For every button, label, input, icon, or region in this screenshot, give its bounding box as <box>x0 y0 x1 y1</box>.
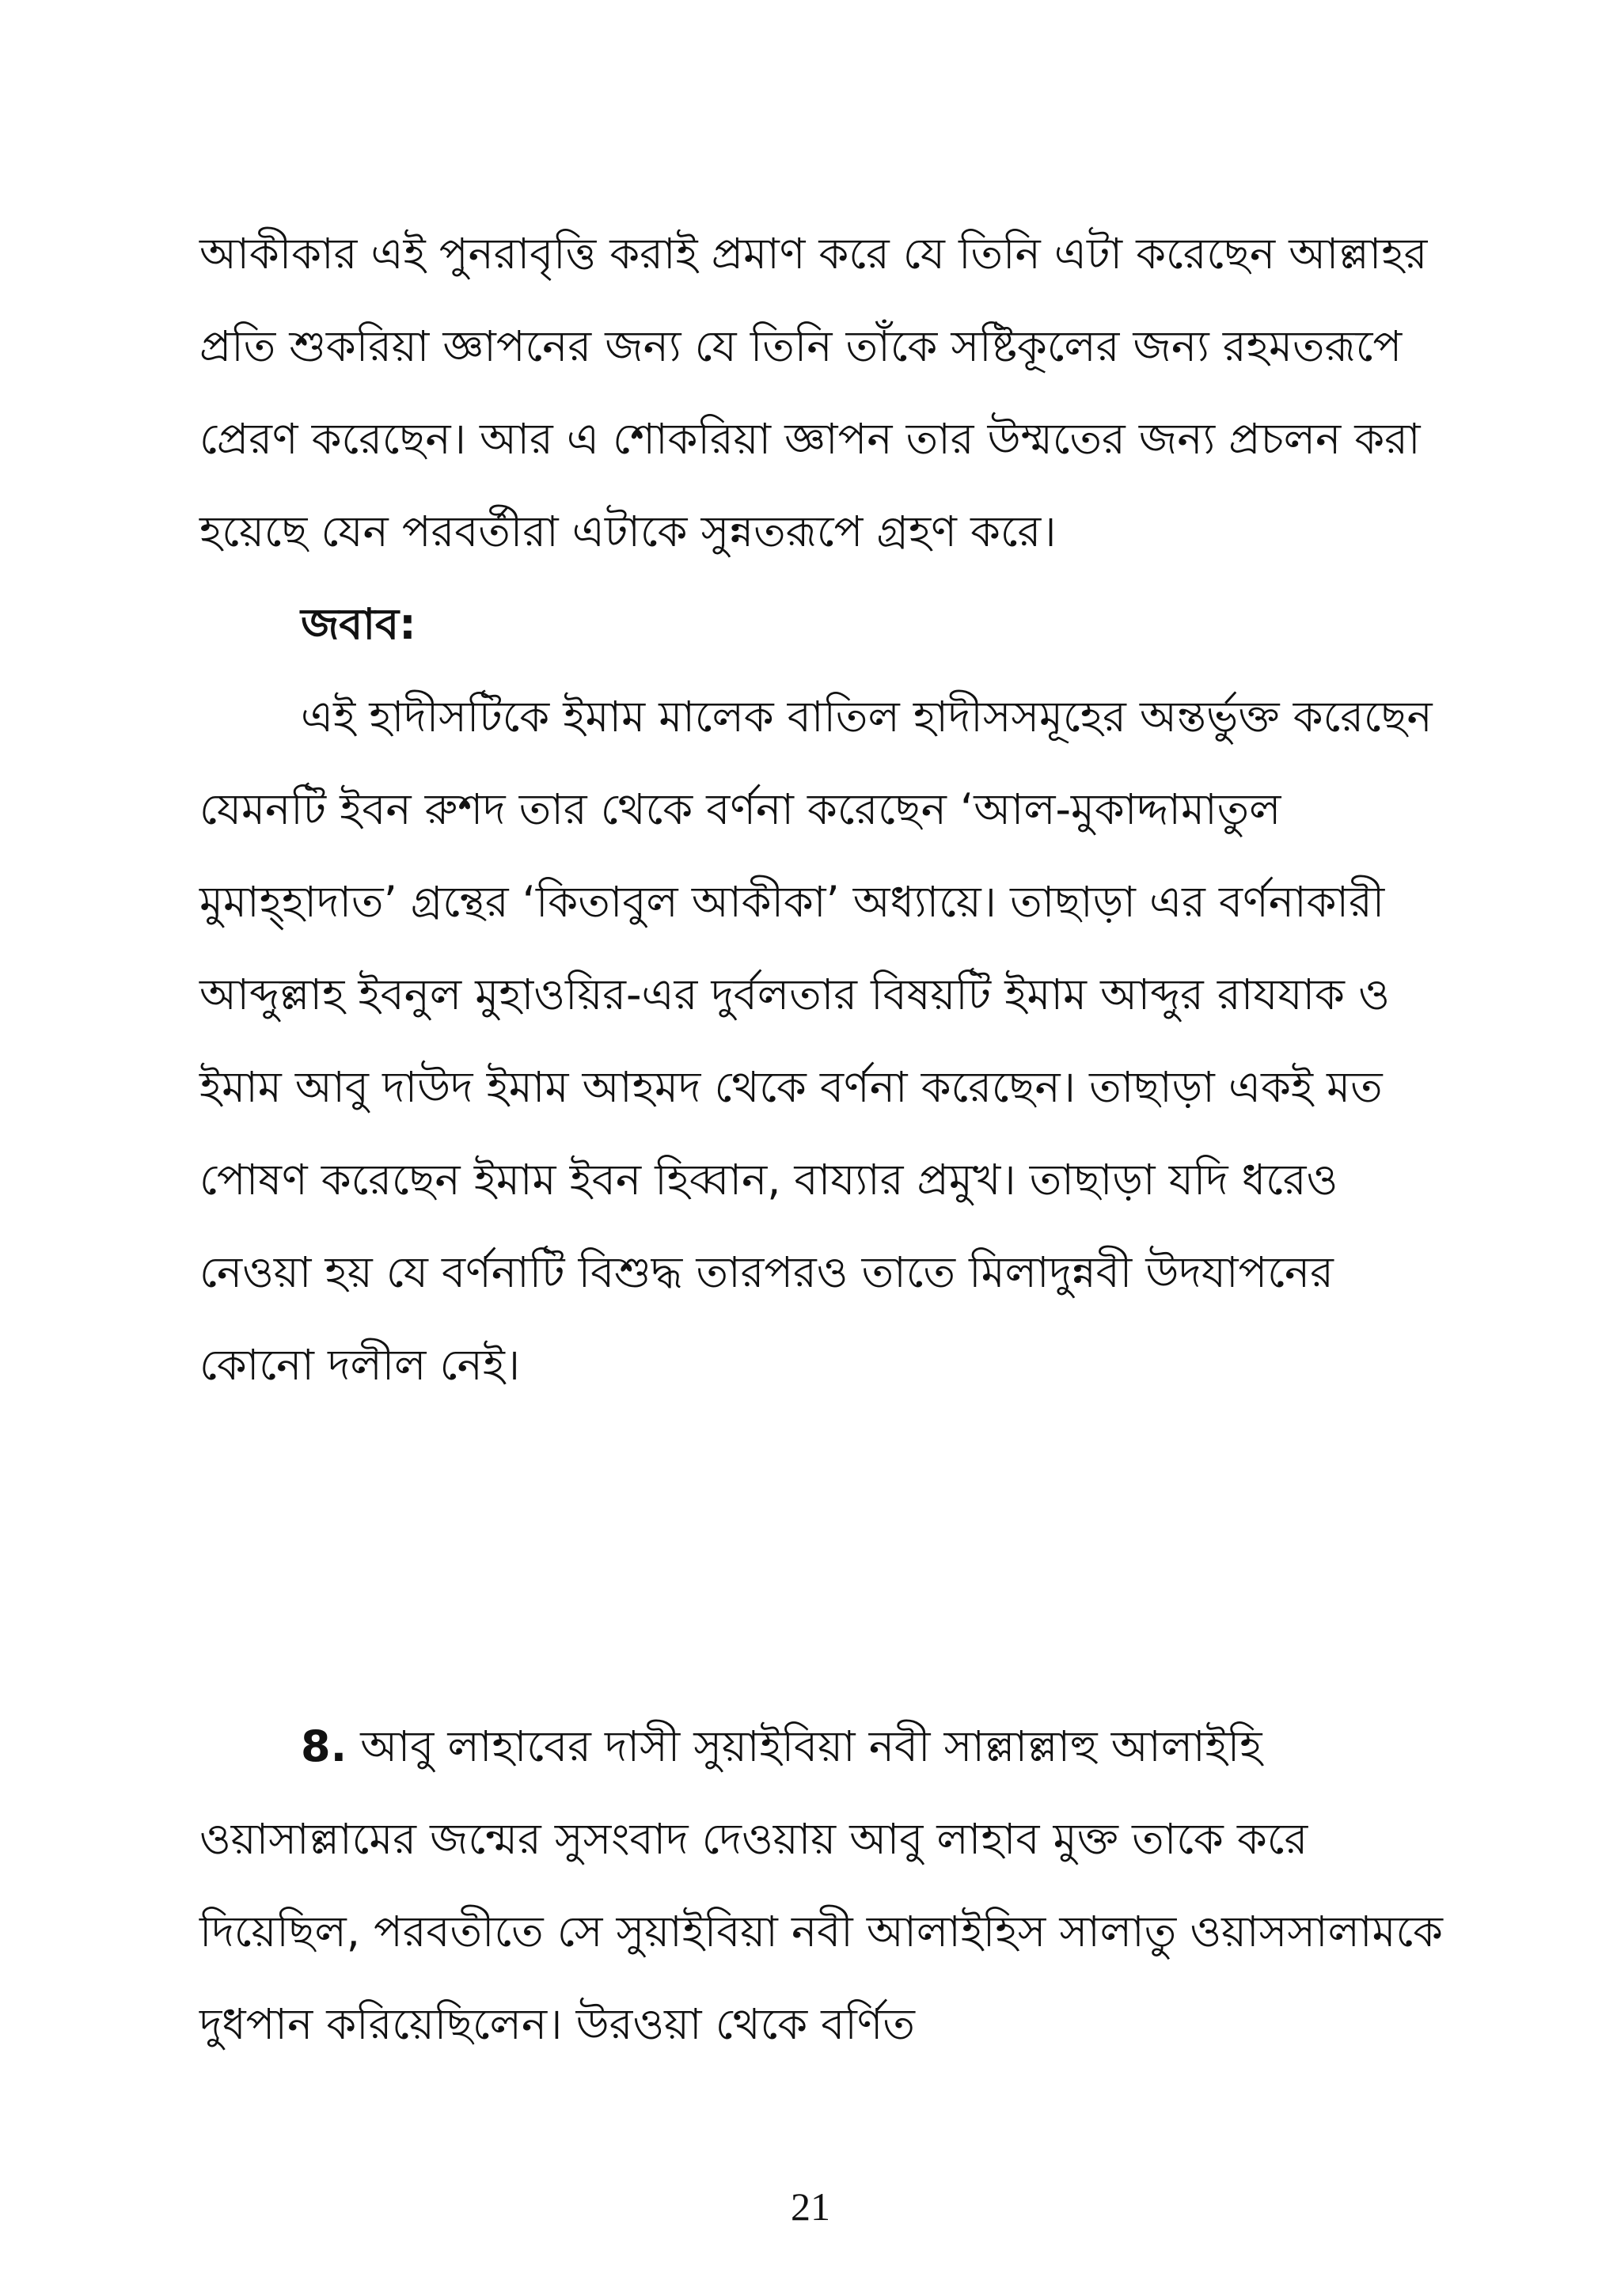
item-8-paragraph <box>199 1700 1458 2070</box>
page-number: 21 <box>791 2184 830 2229</box>
answer-heading: জবাব: <box>301 599 416 649</box>
main-text <box>199 207 1458 1411</box>
item-8-number: 8. <box>301 1721 347 1771</box>
paragraph-2: এই হাদীসটিকে ইমাম মালেক বাতিল হাদীসসমূহের অন্তর্ভুক্ত করেছেন যেমনটি ইবন রুশদ তার থেকে বর্ণনা করেছেন ‘আল-মুকাদ্দামাতুল মুমাহ্হাদাত’ গ্রন্থের ‘কিতাবুল আকীকা’ অধ্যায়ে। তাছাড়া এর বর্ণনাকারী আব্দুল্লাহ ইবনুল মুহাওয়ির-এর দুর্বলতার বিষয়টি ইমাম আব্দুর রাযযাক ও ইমাম আবু দাউদ ইমাম আহমদ থেকে বর্ণনা করেছেন। তাছাড়া একই মত পোষণ করেছেন ইমাম ইবন হিব্বান, বায্যার প্রমুখ। তাছাড়া যদি ধরেও নেওয়া হয় যে বর্ণনাটি বিশুদ্ধ তারপরও তাতে মিলাদুন্নবী উদযাপনের কোনো দলীল নেই। <box>199 692 1433 1390</box>
numbered-item-8 <box>199 1700 1458 2070</box>
item-8-text: আবু লাহাবের দাসী সুয়াইবিয়া নবী সাল্লাল্লাহু আলাইহি ওয়াসাল্লামের জন্মের সুসংবাদ দেওয়ায় আবু লাহাব মুক্ত তাকে করে দিয়েছিল, পরবতীতে সে সুয়াইবিয়া নবী আলাইহিস সালাতু ওয়াসসালামকে দুধপান করিয়েছিলেন। উরওয়া থেকে বর্ণিত <box>199 1721 1443 2049</box>
paragraph-1: আকীকার এই পুনরাবৃত্তি করাই প্রমাণ করে যে তিনি এটা করেছেন আল্লাহর প্রতি শুকরিয়া জ্ঞাপনের জন্য যে তিনি তাঁকে সষ্টিকূলের জন্য রহমতরূপে প্রেরণ করেছেন। আর এ শোকরিয়া জ্ঞাপন তার উম্মতের জন্য প্রচলন করা হয়েছে যেন পরবর্তীরা এটাকে সুন্নতরূপে গ্রহণ করে। <box>199 229 1428 556</box>
